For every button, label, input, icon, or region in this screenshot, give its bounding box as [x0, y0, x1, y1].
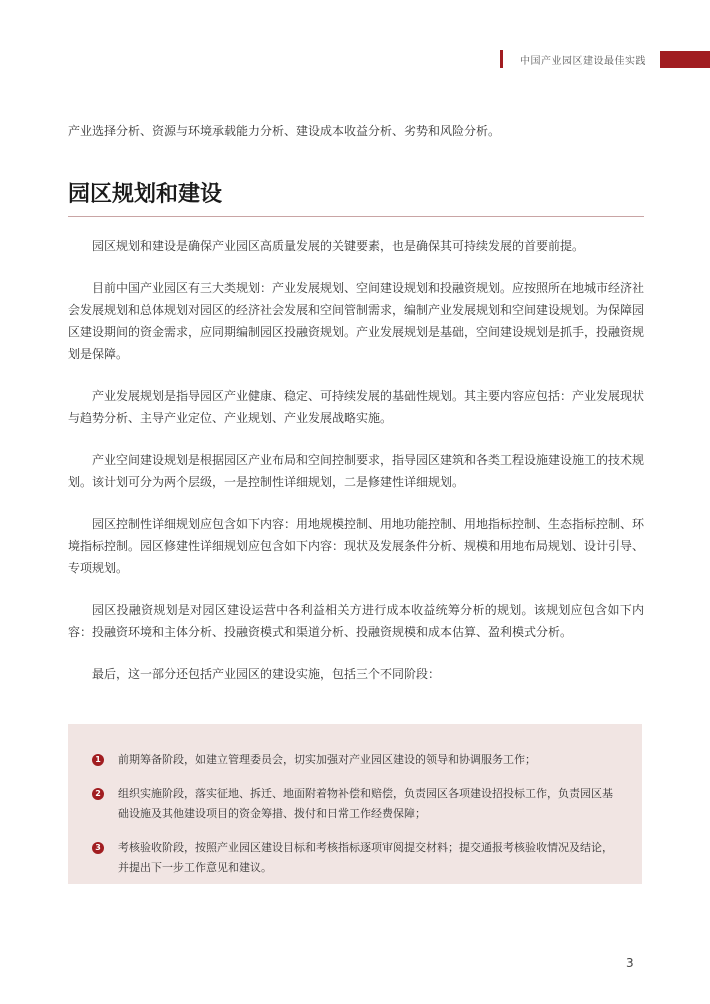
paragraph: 产业空间建设规划是根据园区产业布局和空间控制要求，指导园区建筑和各类工程设施建设施工的技术规划。该计划可分为两个层级，一是控制性详细规划，二是修建性详细规划。 — [68, 453, 645, 489]
main-content — [68, 120, 644, 685]
stages-callout-box — [68, 724, 642, 884]
paragraph: 园区投融资规划是对园区建设运营中各利益相关方进行成本收益统筹分析的规划。该规划应包含如下内容：投融资环境和主体分析、投融资模式和渠道分析、投融资规模和成本估算、盈利模式分析。 — [68, 603, 644, 639]
stage-text: 考核验收阶段，按照产业园区建设目标和考核指标逐项审阅提交材料；提交通报考核验收情况及结论，并提出下一步工作意见和建议。 — [118, 841, 613, 874]
header-accent-block — [660, 51, 710, 68]
number-badge-icon: 1 — [92, 754, 104, 766]
paragraph: 园区控制性详细规划应包含如下内容：用地规模控制、用地功能控制、用地指标控制、生态指标控制、环境指标控制。园区修建性详细规划应包含如下内容：现状及发展条件分析、规模和用地布局规划、设计引导、专项规划。 — [68, 517, 645, 575]
page-number: 3 — [626, 956, 634, 970]
number-badge-icon: 2 — [92, 788, 104, 800]
number-badge-icon: 3 — [92, 842, 104, 854]
header-accent-bar — [500, 50, 503, 68]
list-item — [92, 838, 622, 878]
stage-text: 前期筹备阶段，如建立管理委员会，切实加强对产业园区建设的领导和协调服务工作； — [118, 753, 536, 766]
intro-line: 产业选择分析、资源与环境承载能力分析、建设成本收益分析、劣势和风险分析。 — [68, 124, 501, 138]
stage-list — [92, 750, 622, 892]
list-item — [92, 784, 622, 824]
running-header-title: 中国产业园区建设最佳实践 — [520, 56, 646, 67]
list-item — [92, 750, 622, 770]
stage-text: 组织实施阶段，落实征地、拆迁、地面附着物补偿和赔偿，负责园区各项建设招投标工作，负责园区基础设施及其他建设项目的资金筹措、拨付和日常工作经费保障； — [118, 787, 613, 820]
section-divider — [68, 216, 644, 217]
paragraph: 最后，这一部分还包括产业园区的建设实施，包括三个不同阶段： — [92, 667, 441, 681]
paragraph: 目前中国产业园区有三大类规划：产业发展规划、空间建设规划和投融资规划。应按照所在地城市经济社会发展规划和总体规划对园区的经济社会发展和空间管制需求，编制产业发展规划和空间建设规划。为保障园区建设期间的资金需求，应同期编制园区投融资规划。产业发展规划是基础，空间建设规划是抓手，投融资规划是保障。 — [68, 281, 645, 361]
paragraph: 产业发展规划是指导园区产业健康、稳定、可持续发展的基础性规划。其主要内容应包括：产业发展现状与趋势分析、主导产业定位、产业规划、产业发展战略实施。 — [68, 389, 645, 425]
section-title: 园区规划和建设 — [68, 182, 223, 207]
paragraph: 园区规划和建设是确保产业园区高质量发展的关键要素，也是确保其可持续发展的首要前提。 — [92, 239, 585, 253]
